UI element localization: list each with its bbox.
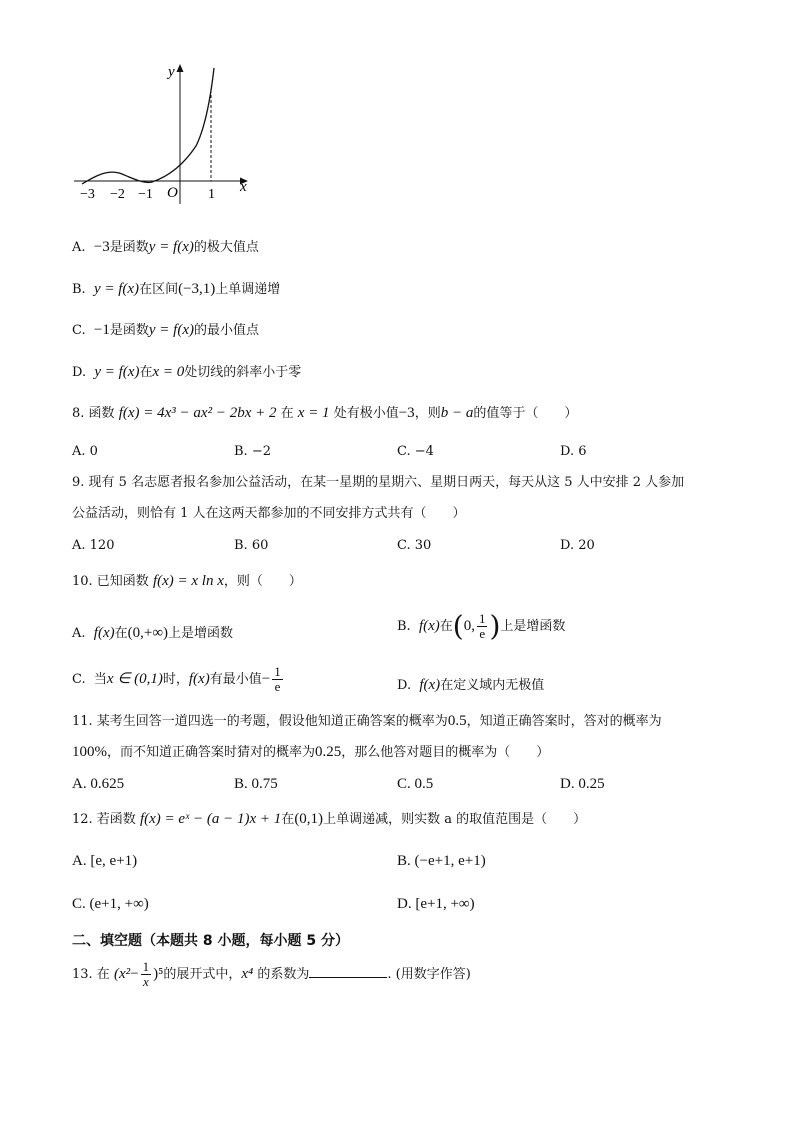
tick-neg1: −1 xyxy=(138,187,153,202)
tick-neg3: −3 xyxy=(80,187,95,202)
q9-option-b: B. 60 xyxy=(234,538,269,553)
q7-option-d: D. y = f(x)在x = 0处切线的斜率小于零 xyxy=(72,364,302,380)
q11-option-d: D. 0.25 xyxy=(560,776,605,792)
q11-option-b: B. 0.75 xyxy=(234,776,278,792)
curve xyxy=(82,68,214,184)
q8-option-a: A. 0 xyxy=(72,444,98,459)
q11-stem-line2: 100%，而不知道正确答案时猜对的概率为0.25，那么他答对题目的概率为（ ） xyxy=(72,744,550,760)
q10-option-c: C. 当x ∈ (0,1)时，f(x)有最小值− $\frac{1}{e}$ xyxy=(72,664,281,694)
q10-option-a: A. f(x)在(0,+∞)上是增函数 xyxy=(72,625,234,641)
y-label: y xyxy=(168,64,175,80)
q11-option-c: C. 0.5 xyxy=(397,776,434,792)
q8-option-c: C. −4 xyxy=(397,444,434,459)
y-axis-arrow xyxy=(177,64,184,72)
q7-option-a: A. −3是函数y = f(x)的极大值点 xyxy=(72,239,259,255)
q8-option-d: D. 6 xyxy=(560,444,587,459)
q9-stem-line2: 公益活动，则恰有 1 人在这两天都参加的不同安排方式共有（ ） xyxy=(72,506,466,521)
q7-option-b: B. y = f(x)在区间(−3,1)上单调递增 xyxy=(72,281,281,297)
q12-option-a: A. [e, e+1) xyxy=(72,853,138,869)
x-label: x xyxy=(240,179,247,195)
q12-option-c: C. (e+1, +∞) xyxy=(72,896,149,912)
q8-option-b: B. −2 xyxy=(234,444,271,459)
answer-blank[interactable] xyxy=(309,965,387,978)
q13-stem: 13. 在 (x²− $\frac{1}{x}$ )⁵的展开式中，x⁴ 的系数为 . (用数字作答) xyxy=(72,959,471,989)
q10-option-d: D. f(x)在定义域内无极值 xyxy=(397,677,545,693)
q9-option-d: D. 20 xyxy=(560,538,595,553)
q7-option-c: C. −1是函数y = f(x)的最小值点 xyxy=(72,322,259,338)
q11-stem-line1: 11. 某考生回答一道四选一的考题，假设他知道正确答案的概率为0.5，知道正确答案时，答对的概率为 xyxy=(72,713,662,729)
q12-option-b: B. (−e+1, e+1) xyxy=(397,853,486,869)
tick-neg2: −2 xyxy=(110,187,125,202)
tick-1: 1 xyxy=(208,187,215,202)
section-heading: 二、填空题（本题共 8 小题，每小题 5 分） xyxy=(72,933,349,949)
q8-stem: 8. 函数 f(x) = 4x³ − ax² − 2bx + 2 在 x = 1 处有极小值−3，则b − a的值等于（ ） xyxy=(72,405,578,421)
q9-option-a: A. 120 xyxy=(72,538,115,553)
q12-stem: 12. 若函数 f(x) = eˣ − (a − 1)x + 1在(0,1)上单调递减，则实数 a 的取值范围是（ ） xyxy=(72,811,587,827)
q12-option-d: D. [e+1, +∞) xyxy=(397,896,475,912)
origin-label: O xyxy=(167,185,178,201)
q11-option-a: A. 0.625 xyxy=(72,776,125,792)
q10-option-b: B. f(x)在(0, $\frac{1}{e}$ )上是增函数 xyxy=(397,609,566,643)
function-graph xyxy=(72,58,252,208)
q9-option-c: C. 30 xyxy=(397,538,432,553)
q9-stem-line1: 9. 现有 5 名志愿者报名参加公益活动，在某一星期的星期六、星期日两天，每天从这 5 人中安排 2 人参加 xyxy=(72,475,685,490)
q10-stem: 10. 已知函数 f(x) = x ln x，则（ ） xyxy=(72,573,302,589)
